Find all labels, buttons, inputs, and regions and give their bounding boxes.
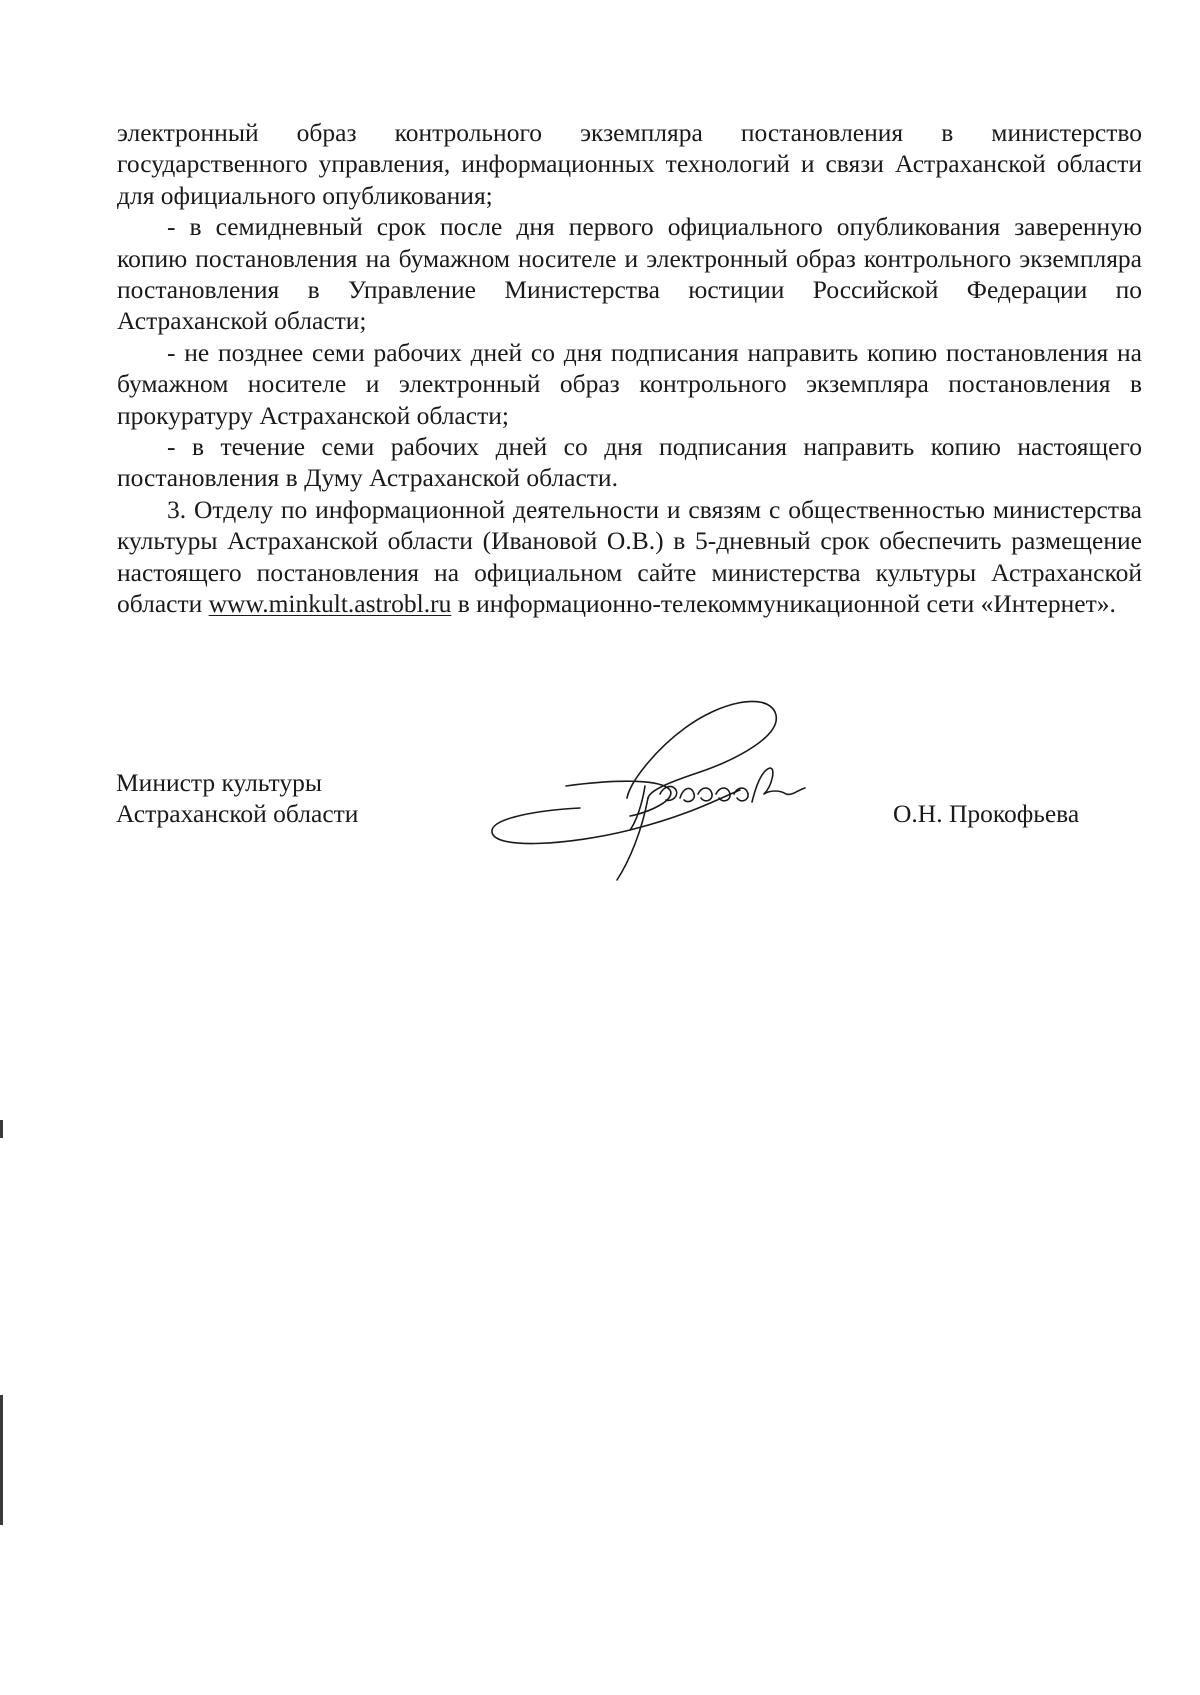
position-line-1: Министр культуры	[116, 768, 322, 797]
paragraph-prosecutor-office: - не позднее семи рабочих дней со дня подписания направить копию постановления на бумажном носителе и электронный образ контрольного экземпляра постановления в прокуратуру Астраханской области;	[117, 337, 1142, 430]
paragraph-continuation: электронный образ контрольного экземпляра постановления в министерство государственного управления, информационных технологий и связи Астраханской области для официального опубликования;	[117, 118, 1142, 210]
signatory-name: О.Н. Прокофьева	[893, 799, 1080, 828]
document-body	[117, 117, 1142, 620]
paragraph-ministry-of-justice: - в семидневный срок после дня первого официального опубликования заверенную копию постановления на бумажном носителе и электронный образ контрольного экземпляра постановления в Управление Министерства юстиции Российской Федерации по Астраханской области;	[117, 212, 1142, 336]
paragraph-duma: - в течение семи рабочих дней со дня подписания направить копию настоящего постановления в Думу Астраханской области.	[117, 432, 1142, 493]
item-3-text-end: в информационно-телекоммуникационной сети «Интернет».	[451, 589, 1116, 619]
item-3-text: 3. Отделу по информационной деятельности и связям с общественностью министерства культуры Астраханской области (Ивановой О.В.) в 5-дневный срок обеспечить размещение настоящего постановления на официальном сайте министерства культуры Астраханской области	[117, 494, 1142, 619]
scan-edge-mark	[0, 1120, 3, 1138]
position-line-2: Астраханской области	[116, 799, 359, 829]
handwritten-signature	[480, 690, 880, 890]
paragraph-item-3	[117, 494, 1142, 620]
signatory-position	[116, 767, 358, 830]
scan-edge-mark	[0, 1395, 3, 1525]
website-link[interactable]: www.minkult.astrobl.ru	[208, 589, 452, 619]
